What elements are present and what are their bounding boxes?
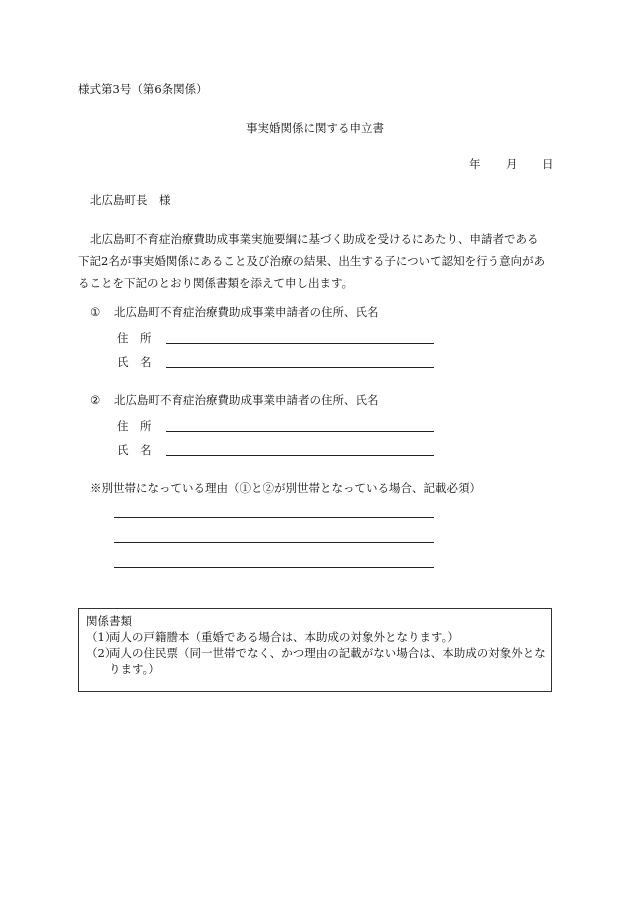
document-item-number: （2） [86,646,117,660]
document-item-text-continued: ります。） [109,662,160,676]
body-line: ることを下記のとおり関係書類を添えて申し出ます。 [78,276,354,290]
body-paragraph [78,228,554,294]
applicant-2-name-label: 氏 名 [117,443,152,457]
reason-line-3[interactable] [114,567,434,568]
date-year-label: 年 [469,157,481,171]
applicant-2-address-label: 住 所 [117,419,152,433]
applicant-1-name-label: 氏 名 [117,355,152,369]
form-number: 様式第3号（第6条関係） [78,82,208,96]
applicant-1-number: ① [90,305,101,319]
applicant-2-heading: 北広島町不育症治療費助成事業申請者の住所、氏名 [114,393,379,407]
body-line: 下記2名が事実婚関係にあること及び治療の結果、出生する子について認知を行う意向があ [78,254,546,268]
applicant-1-heading: 北広島町不育症治療費助成事業申請者の住所、氏名 [114,305,379,319]
applicant-2-name-field[interactable] [166,455,434,456]
applicant-2-number: ② [90,393,101,407]
document-item-text: 両人の戸籍謄本（重婚である場合は、本助成の対象外となります。） [109,630,459,644]
date-month-label: 月 [506,157,518,171]
addressee: 北広島町長 様 [90,193,171,207]
date-day-label: 日 [542,157,554,171]
document-item-text: 両人の住民票（同一世帯でなく、かつ理由の記載がない場合は、本助成の対象外とな [109,646,546,660]
body-line: 北広島町不育症治療費助成事業実施要綱に基づく助成を受けるにあたり、申請者である [90,232,539,246]
separate-household-note: ※別世帯になっている理由（①と②が別世帯となっている場合、記載必須） [90,481,481,495]
related-documents-heading: 関係書類 [86,614,132,628]
applicant-1-address-label: 住 所 [117,331,152,345]
document-title: 事実婚関係に関する申立書 [246,121,384,135]
reason-line-2[interactable] [114,542,434,543]
applicant-1-address-field[interactable] [166,343,434,344]
related-documents-box [78,608,552,692]
reason-line-1[interactable] [114,517,434,518]
applicant-1-name-field[interactable] [166,367,434,368]
applicant-2-address-field[interactable] [166,431,434,432]
document-item-number: （1） [86,630,117,644]
